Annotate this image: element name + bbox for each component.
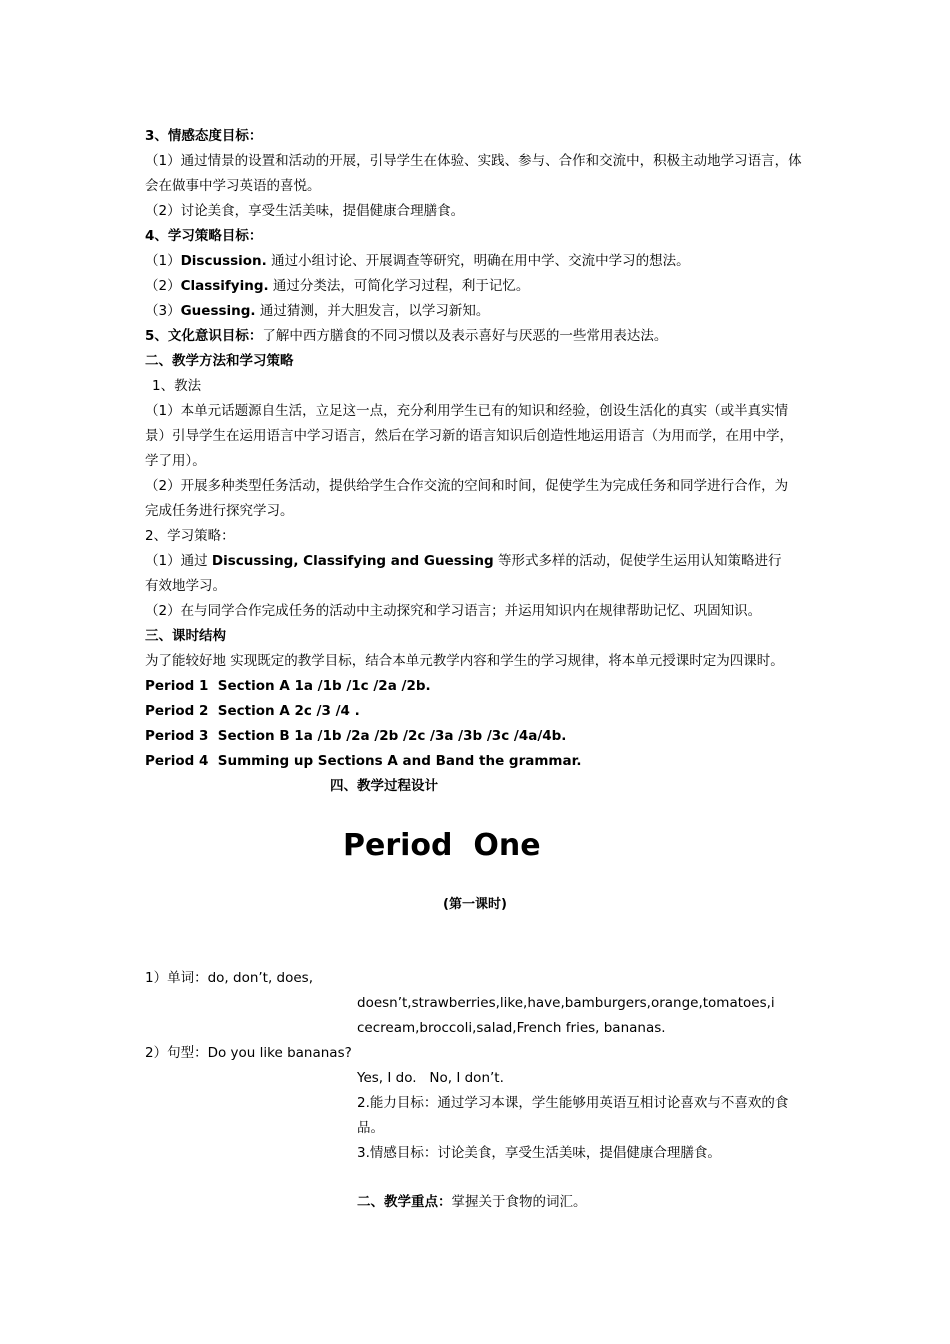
- part2-p1-line1: （1）本单元话题源自生活，立足这一点，充分利用学生已有的知识和经验，创设生活化的真实（或半真实情: [145, 403, 789, 419]
- strategy-text: 通过小组讨论、开展调查等研究，明确在用中学、交流中学习的想法。: [266, 253, 690, 269]
- period-item: Period 4 Summing up Sections A and Band the grammar.: [145, 753, 582, 769]
- part2-s1-prefix: （1）通过: [145, 553, 212, 569]
- part2-p2-line2: 完成任务进行探究学习。: [145, 503, 294, 519]
- period-subtitle: (第一课时): [443, 897, 507, 912]
- emotion-goal: 3.情感目标：讨论美食，享受生活美味，提倡健康合理膳食。: [357, 1145, 721, 1161]
- part2-p1-line3: 学了用）。: [145, 453, 206, 469]
- strategy-item: [145, 299, 489, 324]
- period-title: Period One: [343, 828, 541, 863]
- strategy-text: 通过分类法，可简化学习过程，利于记忆。: [268, 278, 530, 294]
- section3-p1-line2: 会在做事中学习英语的喜悦。: [145, 178, 321, 194]
- section3-heading: 3、情感态度目标：: [145, 128, 263, 144]
- ability-line2: 品。: [357, 1120, 384, 1136]
- part2-s1-bold: Discussing, Classifying and Guessing: [211, 553, 494, 569]
- part2-p1-line2: 景）引导学生在运用语言中学习语言，然后在学习新的语言知识后创造性地运用语言（为用而学，在用中学，: [145, 428, 793, 444]
- strategy-prefix: （1）: [145, 253, 181, 269]
- part2-s1-line2: 有效地学习。: [145, 578, 226, 594]
- sentence-answer: Yes, I do. No, I don’t.: [357, 1070, 504, 1086]
- section5-text: 了解中西方膳食的不同习惯以及表示喜好与厌恶的一些常用表达法。: [262, 328, 668, 344]
- part2-sub1: 1、教法: [152, 378, 202, 394]
- strategy-item: [145, 249, 690, 274]
- part3-intro: 为了能较好地 实现既定的教学目标，结合本单元教学内容和学生的学习规律，将本单元授课时定为四课时。: [145, 653, 784, 669]
- period-item: Period 3 Section B 1a /1b /2a /2b /2c /3a /3b /3c /4a/4b.: [145, 728, 567, 744]
- words-line3: cecream,broccoli,salad,French fries, bananas.: [357, 1020, 666, 1036]
- period-item: Period 1 Section A 1a /1b /1c /2a /2b.: [145, 678, 431, 694]
- key-point-label: 二、教学重点：: [357, 1194, 452, 1210]
- words-line2: doesn’t,strawberries,like,have,bamburgers,orange,tomatoes,i: [357, 995, 775, 1011]
- part3-heading: 三、课时结构: [145, 628, 226, 644]
- strategy-item: [145, 274, 529, 299]
- sentence-label: 2）句型：Do you like bananas?: [145, 1045, 352, 1061]
- part2-p2-line1: （2）开展多种类型任务活动，提供给学生合作交流的空间和时间，促使学生为完成任务和同学进行合作，为: [145, 478, 789, 494]
- part2-s1-rest: 等形式多样的活动，促使学生运用认知策略进行: [493, 553, 782, 569]
- section3-p2: （2）讨论美食，享受生活美味，提倡健康合理膳食。: [145, 203, 465, 219]
- ability-line1: 2.能力目标：通过学习本课，学生能够用英语互相讨论喜欢与不喜欢的食: [357, 1095, 789, 1111]
- strategy-term: Classifying.: [180, 278, 269, 294]
- part4-heading: 四、教学过程设计: [330, 778, 438, 794]
- section5-heading: 5、文化意识目标：: [145, 328, 263, 344]
- part2-s2: （2）在与同学合作完成任务的活动中主动探究和学习语言；并运用知识内在规律帮助记忆、巩固知识。: [145, 603, 762, 619]
- strategy-text: 通过猜测，并大胆发言，以学习新知。: [255, 303, 490, 319]
- part2-s1-line1: [145, 549, 782, 574]
- strategy-term: Guessing.: [180, 303, 256, 319]
- part2-sub2: 2、学习策略：: [145, 528, 235, 544]
- strategy-term: Discussion.: [180, 253, 267, 269]
- section5: [145, 324, 667, 349]
- section4-heading: 4、学习策略目标：: [145, 228, 263, 244]
- strategy-prefix: （2）: [145, 278, 181, 294]
- section3-p1-line1: （1）通过情景的设置和活动的开展，引导学生在体验、实践、参与、合作和交流中，积极主动地学习语言，体: [145, 153, 802, 169]
- key-point: [357, 1190, 587, 1215]
- part2-heading: 二、教学方法和学习策略: [145, 353, 294, 369]
- period-item: Period 2 Section A 2c /3 /4 .: [145, 703, 360, 719]
- words-label: 1）单词：do, don’t, does,: [145, 970, 314, 986]
- strategy-prefix: （3）: [145, 303, 181, 319]
- key-point-text: 掌握关于食物的词汇。: [451, 1194, 587, 1210]
